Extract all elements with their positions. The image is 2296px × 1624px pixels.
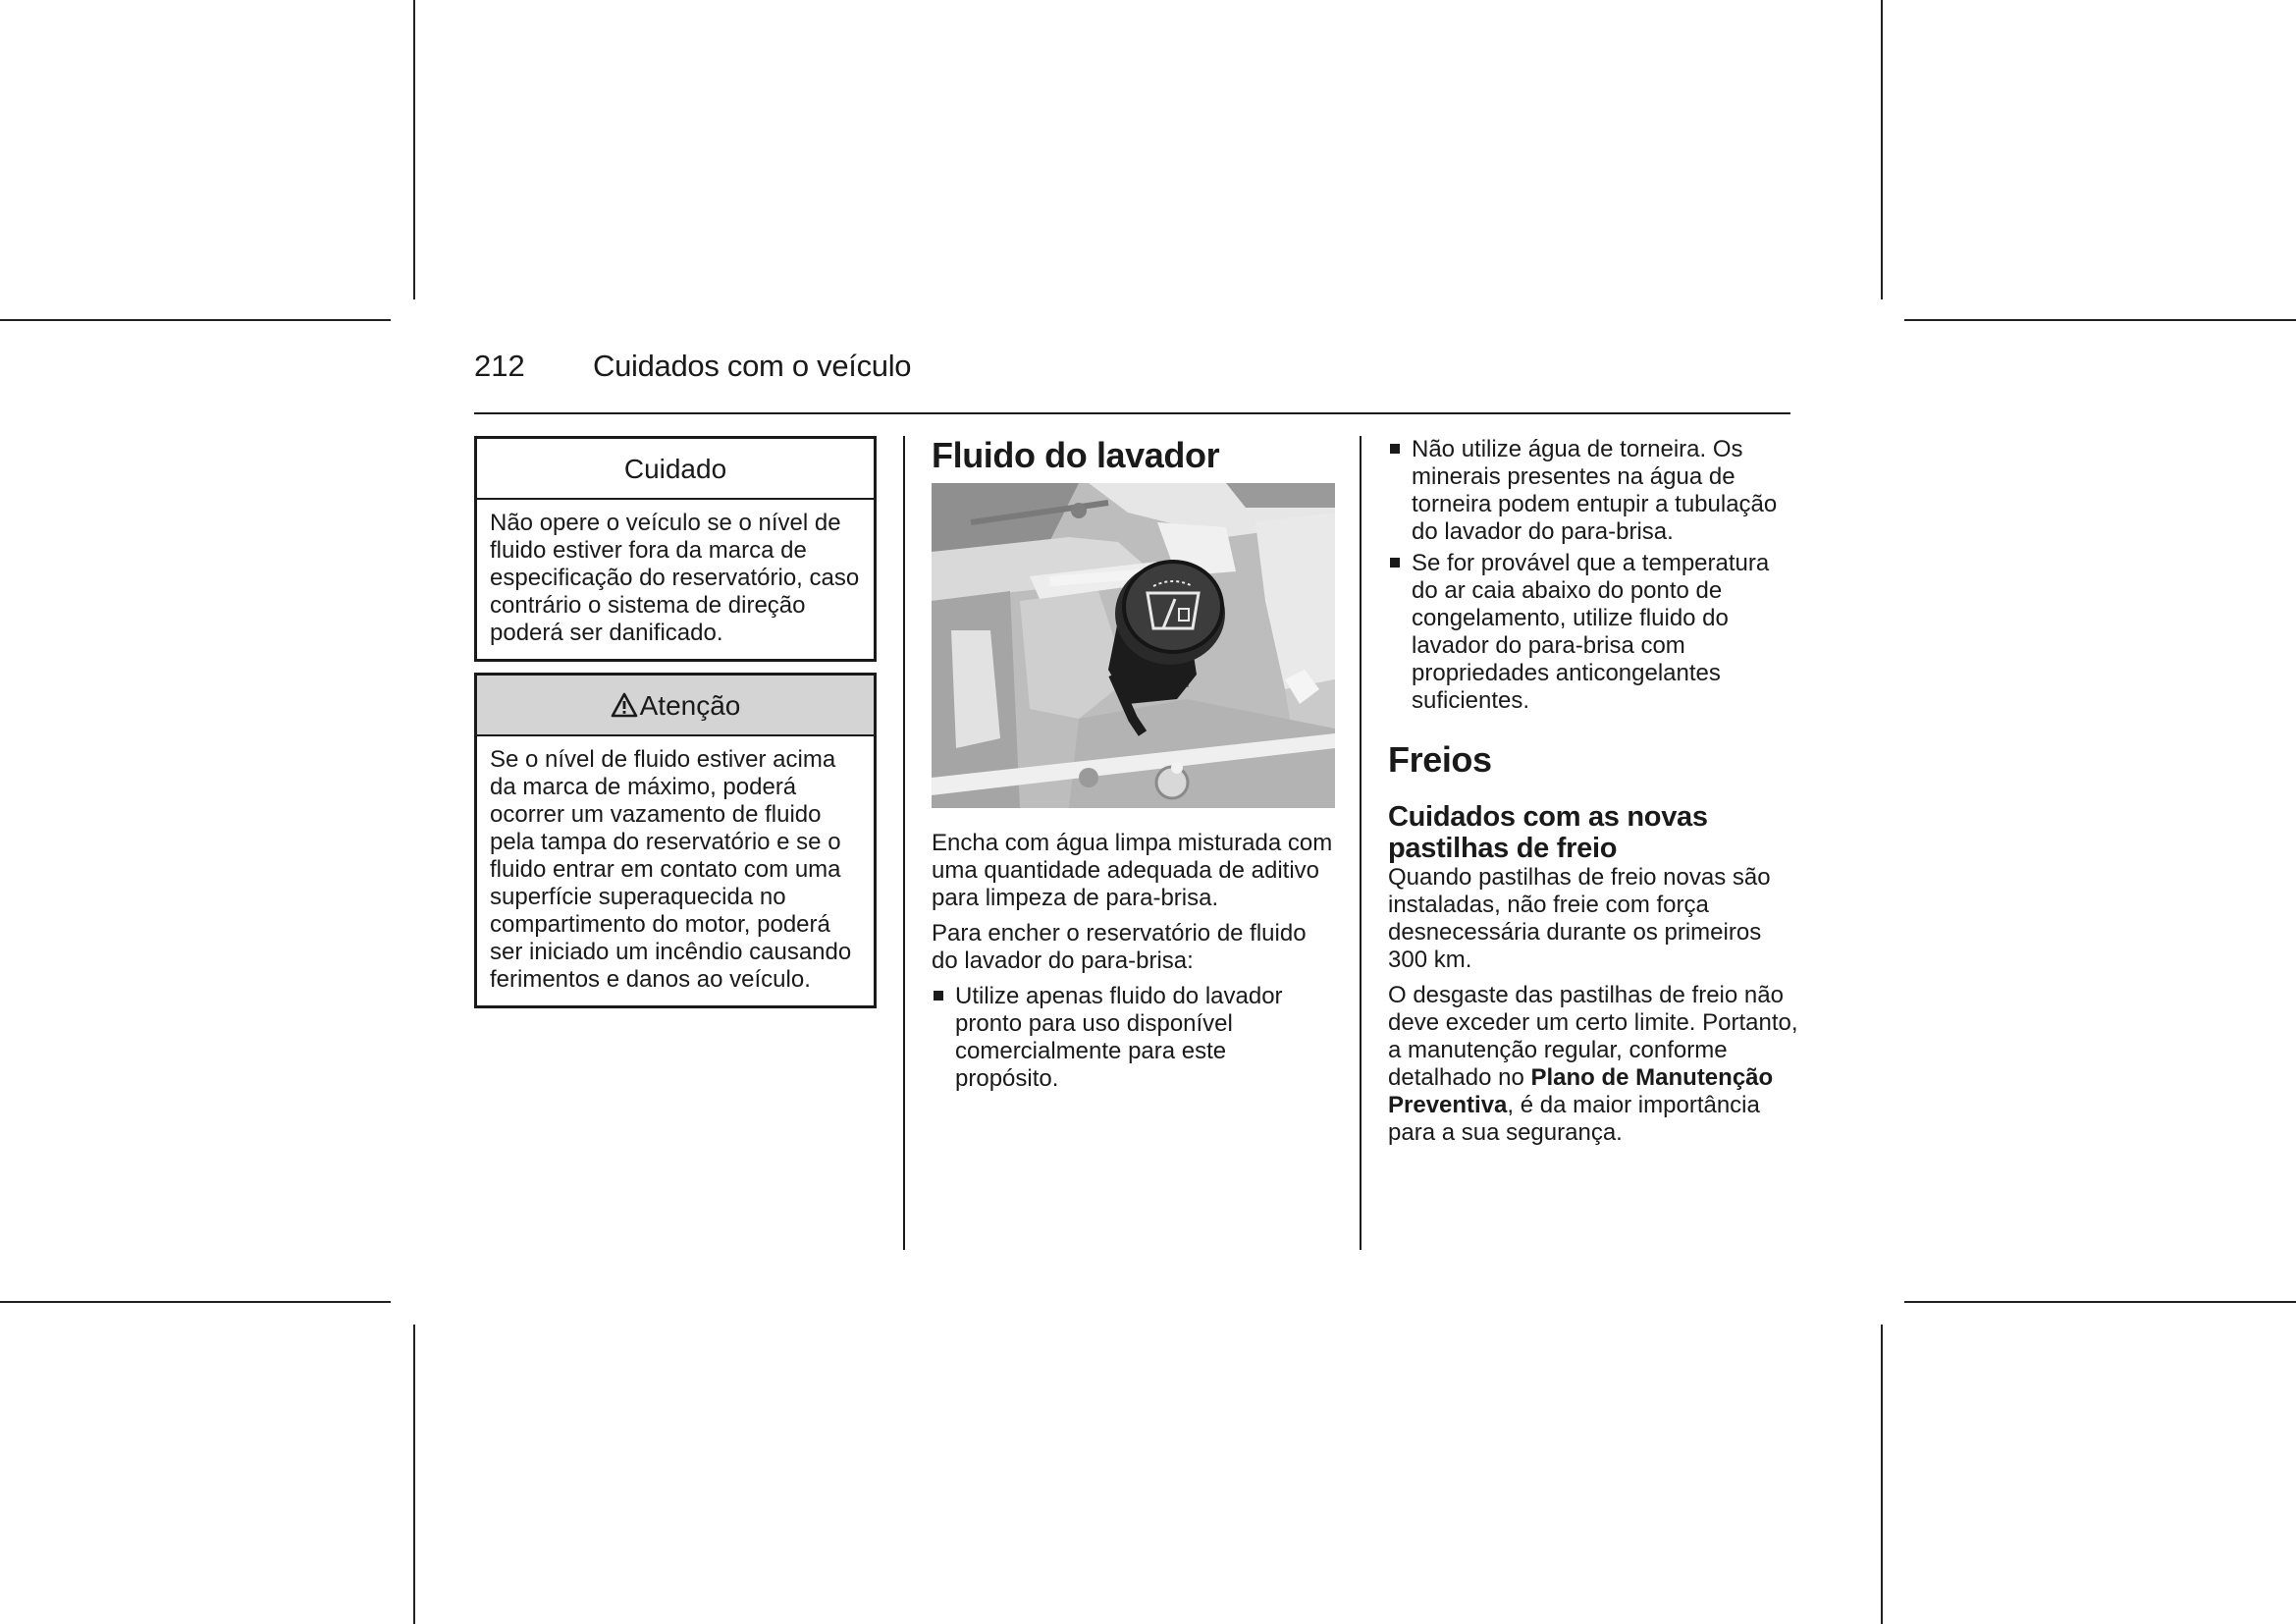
warning-box: [474, 673, 877, 1008]
washer-heading: Fluido do lavador: [932, 435, 1220, 475]
brake-pads-para1: Quando pastilhas de freio novas são instaladas, não freie com força desnecessária durante os primeiros 300 km.: [1388, 864, 1771, 973]
washer-bullet-list-cont: [1388, 436, 1800, 715]
brake-pads-para2: O desgaste das pastilhas de freio não deve exceder um certo limite. Portanto, a manutenção regular, conforme detalhado no Plano de Manutenção Preventiva, é da maior importância para a sua segurança.: [1388, 982, 1798, 1146]
maintenance-plan-reference: Plano de Manutenção Preventiva: [1388, 1064, 1774, 1118]
brake-pads-subheading: Cuidados com as novas pastilhas de freio: [1388, 801, 1708, 864]
washer-intro: Encha com água limpa misturada com uma quantidade adequada de aditivo para limpeza de para-brisa.: [932, 830, 1333, 911]
washer-instruction: Para encher o reservatório de fluido do lavador do para-brisa:: [932, 920, 1307, 974]
caution-box: [474, 436, 877, 662]
list-item: Se for provável que a temperatura do ar caia abaixo do ponto de congelamento, utilize fluido do lavador do para-brisa com propriedades anticongelantes suficientes.: [1388, 550, 1800, 715]
header-rule: [474, 412, 1790, 414]
warning-title: Atenção: [639, 690, 741, 721]
warning-header: [477, 676, 874, 736]
crop-mark: [1881, 0, 1883, 299]
caution-text: Não opere o veículo se o nível de fluido estiver fora da marca de especificação do reservatório, caso contrário o sistema de direção poderá ser danificado.: [490, 510, 860, 646]
column-divider: [1360, 436, 1362, 1250]
warning-text: Se o nível de fluido estiver acima da marca de máximo, poderá ocorrer um vazamento de fluido pela tampa do reservatório e se o fluido entrar em contato com uma superfície superaquecida no compartimento do motor, poderá ser iniciado um incêndio causando ferimentos e danos ao veículo.: [490, 746, 852, 993]
crop-mark: [413, 0, 415, 299]
crop-mark: [0, 1301, 391, 1303]
crop-mark: [1904, 1301, 2296, 1303]
crop-mark: [413, 1325, 415, 1624]
washer-bullet-list: [932, 983, 1336, 1093]
washer-reservoir-cap-photo: [932, 483, 1335, 808]
washer-column: [932, 436, 1336, 1101]
brakes-column: [1388, 436, 1800, 1155]
brakes-heading: Freios: [1388, 739, 1492, 780]
crop-mark: [1904, 319, 2296, 321]
crop-mark: [0, 319, 391, 321]
page-number: 212: [474, 349, 525, 383]
list-item: Utilize apenas fluido do lavador pronto para uso disponível comercialmente para este propósito.: [932, 983, 1336, 1093]
column-divider: [903, 436, 905, 1250]
running-title: Cuidados com o veículo: [593, 349, 912, 383]
warning-triangle-icon: [611, 692, 638, 718]
crop-mark: [1881, 1325, 1883, 1624]
caution-title: Cuidado: [477, 439, 874, 500]
list-item: Não utilize água de torneira. Os minerais presentes na água de torneira podem entupir a tubulação do lavador do para-brisa.: [1388, 436, 1800, 546]
